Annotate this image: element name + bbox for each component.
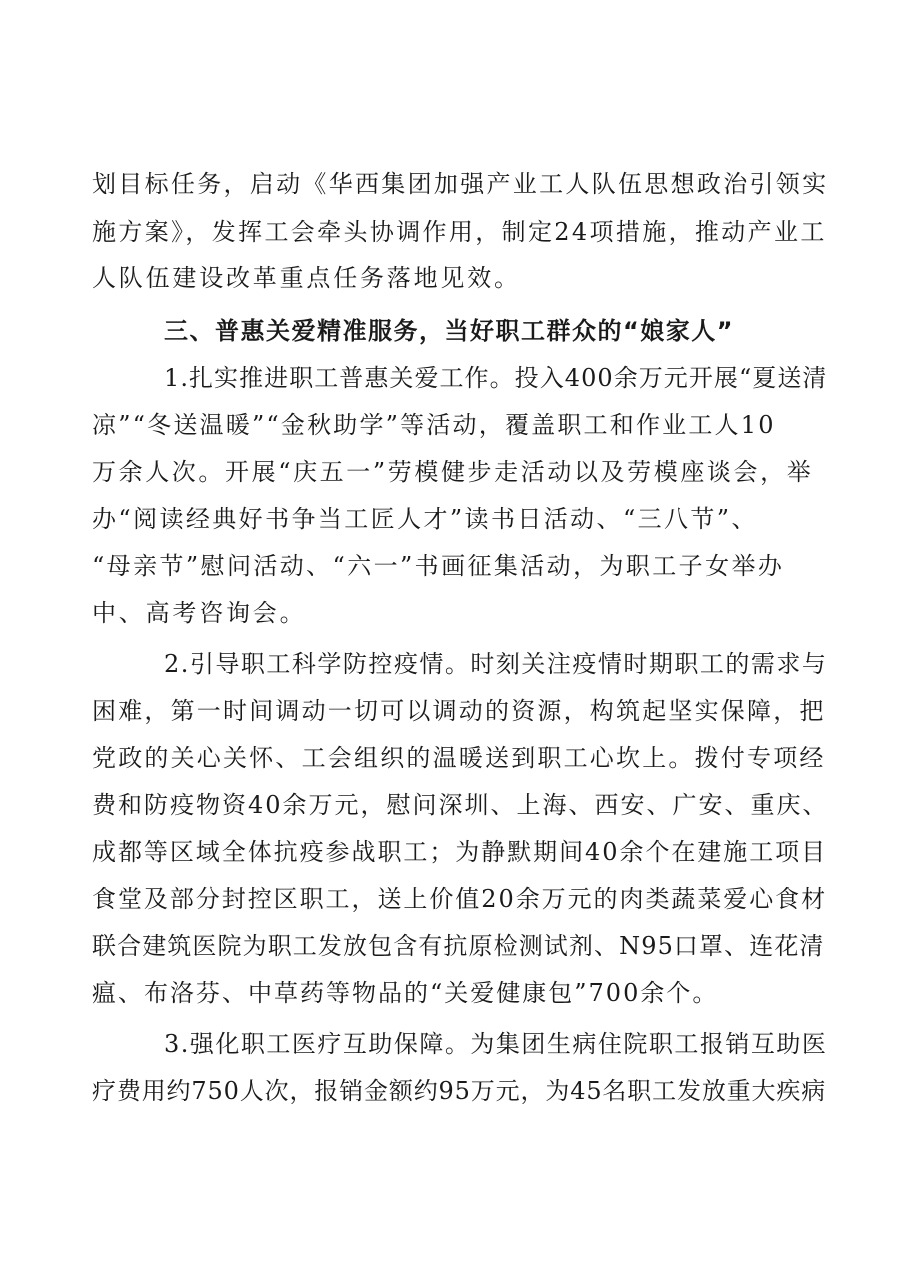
section-heading: 三、普惠关爱精准服务，当好职工群众的“娘家人” [164, 317, 735, 345]
text-line: 人队伍建设改革重点任务落地见效。 [92, 264, 521, 292]
paragraph-first-line: 2.引导职工科学防控疫情。时刻关注疫情时期职工的需求与 [164, 650, 828, 678]
text-line: 疗费用约750人次，报销金额约95万元，为45名职工发放重大疾病 [92, 1077, 827, 1105]
text-line: 瘟、布洛芬、中草药等物品的“关爱健康包”700余个。 [92, 979, 719, 1007]
text-line: 办“阅读经典好书争当工匠人才”读书日活动、“三八节”、 [92, 505, 758, 533]
text-line: 划目标任务，启动《华西集团加强产业工人队伍思想政治引领实 [92, 170, 829, 198]
paragraph-first-line: 3.强化职工医疗互助保障。为集团生病住院职工报销互助医 [164, 1030, 828, 1058]
text-line: 费和防疫物资40余万元，慰问深圳、上海、西安、广安、重庆、 [92, 791, 829, 819]
text-line: 党政的关心关怀、工会组织的温暖送到职工心坎上。拨付专项经 [92, 744, 826, 772]
text-line: 食堂及部分封控区职工，送上价值20余万元的肉类蔬菜爱心食材 [92, 885, 828, 913]
text-line: 万余人次。开展“庆五一”劳模健步走活动以及劳模座谈会，举 [92, 458, 814, 486]
text-line: 困难，第一时间调动一切可以调动的资源，构筑起坚实保障，把 [92, 697, 826, 725]
text-line: 凉”“冬送温暖”“金秋助学”等活动，覆盖职工和作业工人10 [92, 411, 776, 439]
text-line: 中、高考咨询会。 [92, 599, 307, 627]
text-line: 成都等区域全体抗疫参战职工；为静默期间40余个在建施工项目 [92, 838, 828, 866]
paragraph-first-line: 1.扎实推进职工普惠关爱工作。投入400余万元开展“夏送清 [164, 364, 828, 392]
text-line: 联合建筑医院为职工发放包含有抗原检测试剂、N95口罩、连花清 [92, 932, 825, 960]
text-line: “母亲节”慰问活动、“六一”书画征集活动，为职工子女举办 [92, 552, 785, 580]
text-line: 施方案》，发挥工会牵头协调作用，制定24项措施，推动产业工 [92, 218, 827, 246]
